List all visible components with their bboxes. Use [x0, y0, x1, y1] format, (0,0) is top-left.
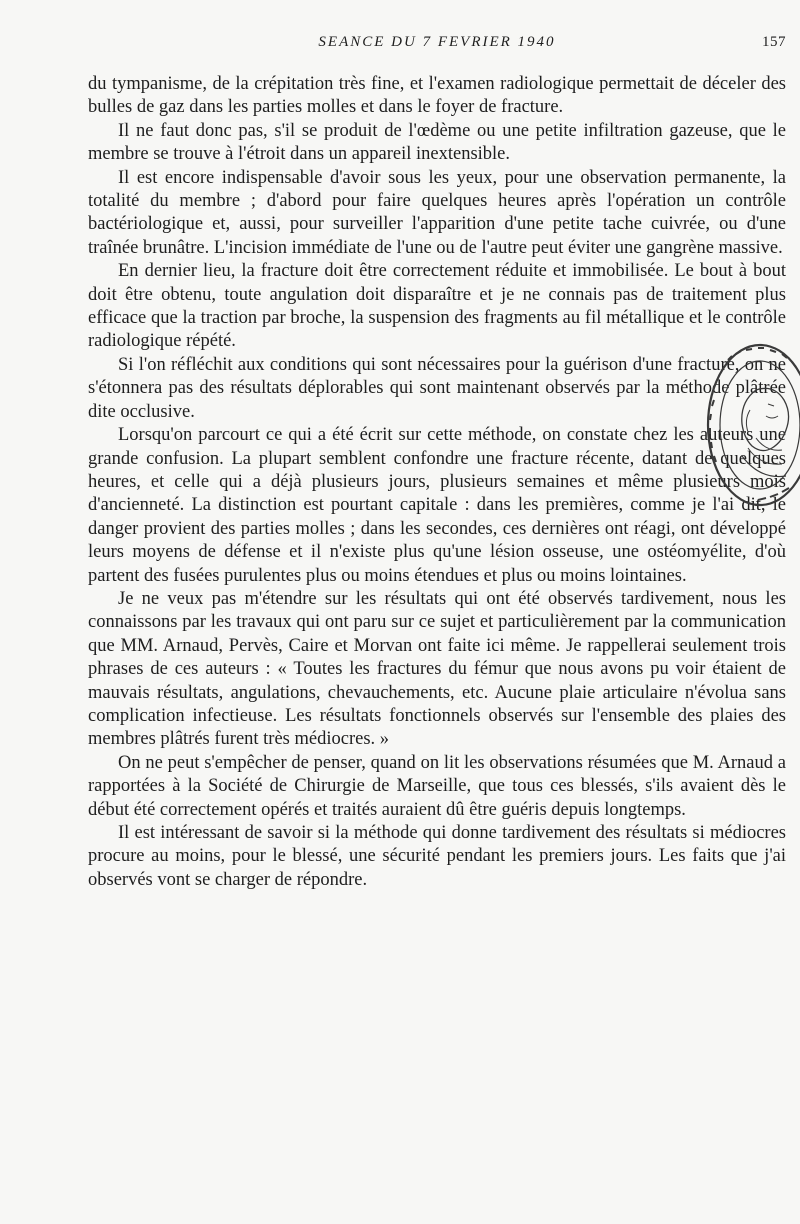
- paragraph-9: Il est intéressant de savoir si la méthode qui donne tardivement des résultats si médiocres procure au moins, pour le blessé, une sécurité pendant les premiers jours. Les faits que j'ai observés vont se charger de répondre.: [88, 823, 786, 890]
- running-title: SEANCE DU 7 FEVRIER 1940: [318, 34, 556, 50]
- library-stamp: [698, 330, 800, 520]
- paragraph-3: Il est encore indispensable d'avoir sous les yeux, pour une observation permanente, la totalité du membre ; d'abord pour faire quelques heures après l'opération un contrôle bactériologique et, aussi, pour surveiller l'apparition d'une petite tache cuivrée, ou d'une traînée brunâtre. L'incision immédiate de l'une ou de l'autre peut éviter une gangrène massive.: [88, 167, 786, 258]
- paragraph-7: Je ne veux pas m'étendre sur les résultats qui ont été observés tardivement, nous les connaissons par les travaux qui ont paru sur ce sujet et particulièrement par la communication que MM. Arnaud, Pervès, Caire et Morvan ont faite ici même. Je rappellerai seulement trois phrases de ces auteurs : « Toutes les fractures du fémur que nous avons pu voir étaient de mauvais résultats, angulations, chevauchements, etc. Aucune plaie articulaire n'évolua sans complication infectieuse. Les résultats fonctionnels observés sur l'ensemble des plaies des membres plâtrés furent très médiocres. »: [88, 588, 786, 750]
- paragraph-1: du tympanisme, de la crépitation très fine, et l'examen radiologique permettait de déceler des bulles de gaz dans les parties molles et dans le foyer de fracture.: [88, 74, 786, 118]
- paragraph-5: Si l'on réfléchit aux conditions qui sont nécessaires pour la guérison d'une fracture, on ne s'étonnera pas des résultats déplorables qui sont maintenant observés par la méthode plâtrée dite occlusive.: [88, 354, 786, 422]
- paragraph-6: Lorsqu'on parcourt ce qui a été écrit sur cette méthode, on constate chez les auteurs une grande confusion. La plupart semblent confondre une fracture récente, datant de quelques heures, et celle qui a déjà plusieurs jours, plusieurs semaines et même plusieurs mois d'ancienneté. La distinction est pourtant capitale : dans les premières, comme je l'ai dit, le danger provient des parties molles ; dans les secondes, ces dernières ont réagi, ont développé leurs moyens de défense et il n'existe plus qu'une lésion osseuse, une ostéomyélite, d'où partent des fusées purulentes plus ou moins étendues et plus ou moins lointaines.: [88, 425, 786, 586]
- body-text: [88, 73, 786, 892]
- paragraph-4: En dernier lieu, la fracture doit être correctement réduite et immobilisée. Le bout à bout doit être obtenu, toute angulation doit disparaître et je ne connais pas de traitement plus efficace que la traction par broche, la suspension des fragments au fil métallique et le contrôle radiologique répété.: [88, 261, 786, 352]
- paragraph-8: On ne peut s'empêcher de penser, quand on lit les observations résumées que M. Arnaud a rapportées à la Société de Chirurgie de Marseille, que tous ces blessés, s'ils avaient dès le début été correctement opérés et traités auraient dû être guéris depuis longtemps.: [88, 752, 786, 820]
- paragraph-2: Il ne faut donc pas, s'il se produit de l'œdème ou une petite infiltration gazeuse, que le membre se trouve à l'étroit dans un appareil inextensible.: [88, 120, 786, 165]
- page-number: 157: [762, 34, 786, 50]
- stamp-seal-icon: [698, 330, 800, 520]
- running-header: [88, 34, 786, 54]
